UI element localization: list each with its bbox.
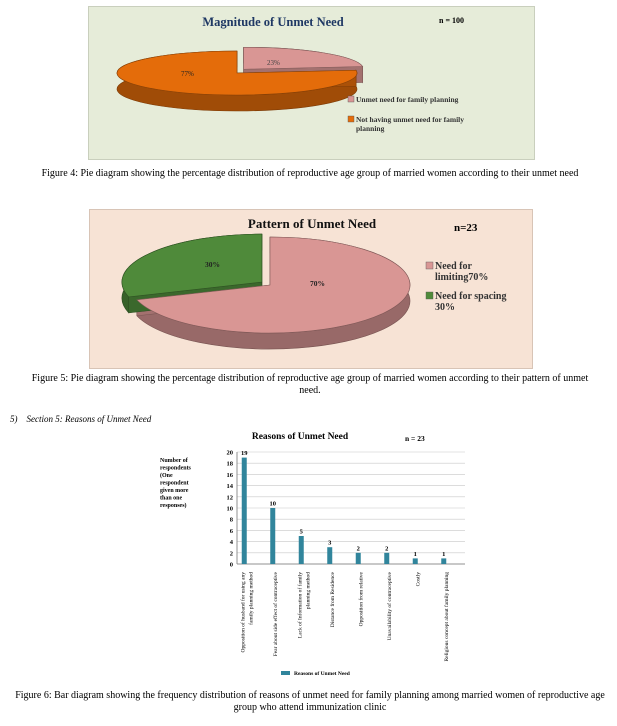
y-axis-label: respondent: [160, 480, 189, 487]
x-tick-label-3: [329, 571, 336, 627]
data-label-2: 5: [299, 528, 303, 536]
chart-pattern-panel: [89, 209, 533, 369]
y-tick-label: 6: [229, 527, 233, 535]
x-tick-text: Unavailability of contraceptive: [386, 572, 393, 641]
bar-6: [413, 558, 418, 564]
y-axis-label: given more: [160, 488, 189, 494]
x-tick-label-6: [415, 572, 421, 587]
y-tick-label: 20: [226, 449, 233, 457]
data-label-5: 2: [385, 545, 389, 553]
legend-swatch-0: [426, 262, 433, 269]
bar-3: [327, 547, 332, 564]
x-tick-text: Opposition of husband for using any: [240, 572, 247, 653]
figure-4-caption: Figure 4: Pie diagram showing the percentage distribution of reproductive age group of married women according to their unmet need: [41, 168, 579, 179]
data-label-1: 30%: [205, 260, 220, 269]
n-label: n = 100: [439, 16, 465, 25]
legend-swatch-1: [348, 116, 354, 122]
legend-label-0: limiting70%: [435, 272, 489, 283]
figure-6-caption: Figure 6: Bar diagram showing the frequency distribution of reasons of unmet need for family planning among married women of reproductive age group who attend immunization clinic: [15, 690, 605, 713]
y-tick-label: 8: [229, 516, 233, 524]
x-tick-label-1: [272, 571, 279, 656]
data-label-7: 1: [442, 550, 446, 558]
data-label-0: 23%: [267, 59, 280, 67]
chart-title: Reasons of Unmet Need: [251, 432, 349, 442]
bar-5: [384, 553, 389, 564]
legend-label-1: Need for spacing: [435, 291, 507, 302]
y-axis-label: (One: [160, 473, 173, 479]
y-tick-label: 10: [226, 505, 233, 513]
bar-0: [242, 458, 247, 564]
x-tick-text: Fear about side effect of contraceptive: [272, 572, 279, 657]
data-label-0: 70%: [310, 279, 325, 288]
legend-label-0: Unmet need for family planning: [356, 95, 459, 104]
bar-1: [270, 508, 275, 564]
pie-slice-0: [244, 47, 363, 69]
x-tick-label-4: [357, 571, 364, 626]
chart-pattern-unmet-need: [90, 210, 532, 368]
chart-magnitude-unmet-need: [89, 7, 534, 159]
bar-2: [299, 536, 304, 564]
bar-4: [356, 553, 361, 564]
y-tick-label: 2: [229, 550, 233, 558]
x-tick-label-0: [239, 572, 254, 653]
x-tick-label-7: [443, 572, 450, 662]
y-tick-label: 14: [226, 483, 233, 491]
legend-label-1: planning: [356, 124, 385, 133]
data-label-0: 19: [241, 450, 248, 458]
section-5-heading: 5) Section 5: Reasons of Unmet Need: [10, 414, 152, 424]
n-label: n = 23: [405, 434, 425, 443]
x-tick-text: Lack of Information of family: [297, 572, 304, 639]
legend-label-0: Need for: [435, 261, 472, 272]
x-tick-label-5: [386, 571, 393, 640]
chart-magnitude-panel: [88, 6, 535, 160]
data-label-3: 3: [328, 539, 332, 547]
x-tick-text: Religious concept about family planning: [443, 572, 450, 662]
data-label-1: 77%: [181, 70, 194, 78]
legend-label-1: 30%: [435, 302, 455, 313]
chart-title: Magnitude of Unmet Need: [202, 15, 344, 29]
legend-label-1: Not having unmet need for family: [356, 115, 464, 124]
legend-swatch: [281, 671, 290, 675]
chart-reasons-unmet-need: [150, 424, 480, 686]
legend-swatch-1: [426, 292, 433, 299]
data-label-6: 1: [413, 550, 417, 558]
x-tick-label-2: [296, 572, 311, 639]
y-axis-label: Number of: [160, 458, 188, 464]
chart-title: Pattern of Unmet Need: [247, 216, 377, 231]
x-tick-text: planning method: [305, 572, 312, 610]
figure-5-caption: Figure 5: Pie diagram showing the percentage distribution of reproductive age group of married women according to their pattern of unmet need.: [31, 373, 589, 396]
y-axis-label: than one: [160, 495, 183, 502]
data-label-1: 10: [269, 500, 276, 508]
legend-label: Reasons of Unmet Need: [294, 671, 350, 677]
y-tick-label: 0: [229, 561, 233, 569]
x-tick-text: family planning method: [248, 572, 255, 625]
y-axis-label: responses): [160, 503, 187, 509]
y-axis-label: respondents: [160, 465, 191, 472]
x-tick-text: Opposition from relative: [358, 572, 365, 627]
x-tick-text: Distance from Residence: [329, 572, 336, 628]
y-tick-label: 16: [226, 471, 233, 479]
x-tick-text: Costly: [415, 572, 422, 587]
y-tick-label: 18: [226, 460, 233, 468]
y-tick-label: 4: [229, 539, 233, 547]
bar-7: [441, 558, 446, 564]
n-label: n=23: [454, 222, 478, 234]
legend-swatch-0: [348, 96, 354, 102]
y-tick-label: 12: [226, 494, 233, 502]
data-label-4: 2: [356, 545, 360, 553]
